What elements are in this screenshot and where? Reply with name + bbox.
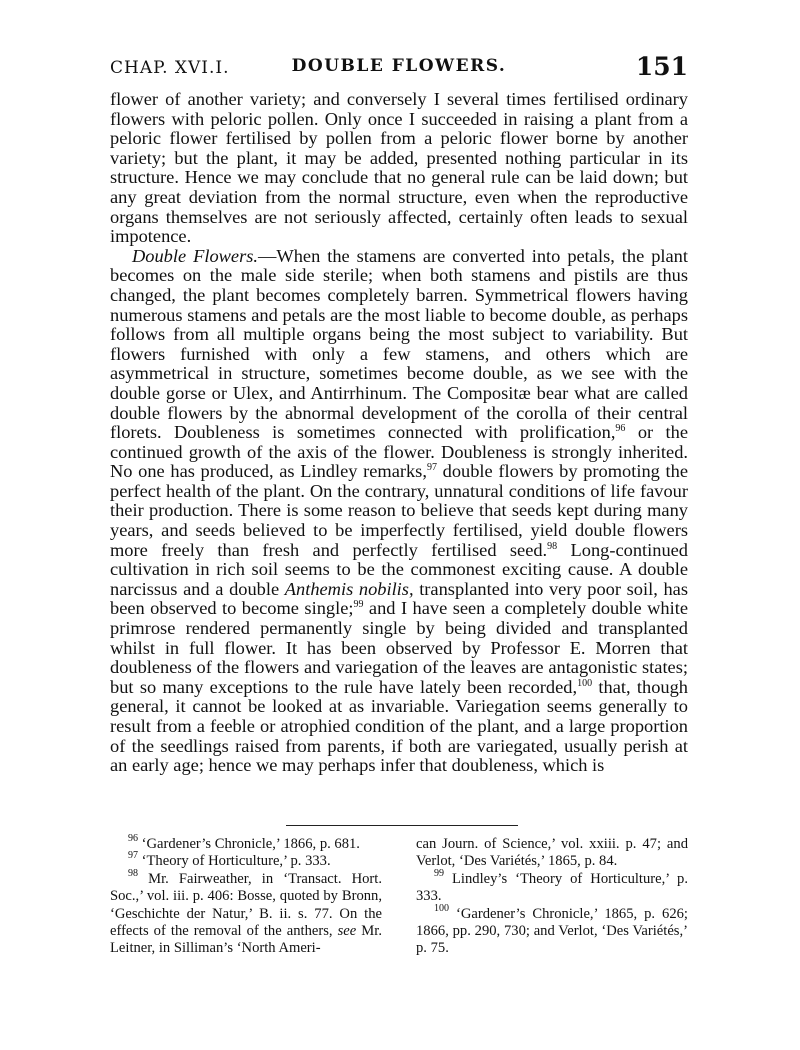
italic-taxon: Anthemis nobilis,: [284, 578, 414, 599]
paragraph-text: that, though general, it cannot be looked at as invariable. Variegation seems generally to result from a feeble or atrophied condition of the plant, and a large proportion of the seedlings raised from parents, if both are variegated, usually perish at an early age; hence we may perhaps infer that doubleness, which is: [110, 676, 688, 776]
footnote-number: 100: [434, 902, 449, 914]
body-text: [110, 90, 688, 776]
footnote-100: [416, 902, 688, 958]
paragraph-text: Long-continued cultivation in rich soil seems to be the commonest exciting cause. A double narcissus and a double: [110, 539, 688, 599]
footnote-number: 97: [128, 850, 138, 862]
footnote-98-continued: can Journ. of Science,’ vol. xxiii. p. 47; and Verlot, ‘Des Variétés,’ 1865, p. 84.: [416, 836, 688, 870]
footnote-italic: see: [337, 923, 357, 940]
footnote-divider: [286, 825, 518, 826]
footnote-number: 98: [128, 867, 138, 879]
footnote-ref-96: 96: [615, 423, 626, 435]
footnote-text: Mr. Leitner, in Silliman’s ‘North Ameri-: [110, 923, 382, 957]
page-header: [110, 52, 688, 86]
section-lead-double-flowers: Double Flowers.: [132, 245, 258, 266]
paragraph-continued: flower of another variety; and conversely I several times fertilised ordinary flowers with peloric pollen. Only once I succeeded in raising a plant from a peloric flower fertilised by pollen from a peloric flower borne by another variety; but the plant, it may be added, presented nothing particular in its structure. Hence we may conclude that no general rule can be laid down; but any great deviation from the normal structure, even when the reproductive organs themselves are not seriously affected, certainly often leads to sexual impotence.: [110, 89, 688, 247]
footnote-text: Lindley’s ‘Theory of Horticulture,’ p. 333.: [416, 870, 688, 905]
footnote-text: ‘Theory of Horticulture,’ p. 333.: [138, 853, 331, 870]
footnote-ref-99: 99: [353, 599, 364, 611]
page-number: 151: [635, 52, 688, 81]
footnote-ref-98: 98: [547, 540, 558, 552]
footnote-98: [110, 867, 382, 958]
chapter-label: CHAP. XVI.I.: [110, 58, 230, 78]
footnote-ref-97: 97: [426, 462, 437, 474]
paragraph-text: —When the stamens are converted into petals, the plant becomes on the male side sterile; when both stamens and pistils are thus changed, the plant becomes completely barren. Symmetrical flowers having numerous stamens and petals are the most liable to become double, as perhaps follows from all multiple organs being the most subject to variability. But flowers furnished with only a few stamens, and others which are asymmetrical in structure, sometimes become double, as we see with the double gorse or Ulex, and Antirrhinum. The Compositæ bear what are called double flowers by the abnormal development of the corolla of their central florets. Doubleness is sometimes connected with prolification,: [110, 245, 688, 443]
footnote-96: [110, 833, 382, 853]
footnote-column-right: [416, 836, 688, 958]
footnote-text: ‘Gardener’s Chronicle,’ 1865, p. 626; 1866, pp. 290, 730; and Verlot, ‘Des Variétés,’ p. 75.: [416, 905, 688, 957]
footnote-text: ‘Gardener’s Chronicle,’ 1866, p. 681.: [138, 836, 360, 852]
footnote-97: [110, 850, 382, 870]
footnote-99: [416, 867, 688, 906]
footnote-number: 96: [128, 833, 138, 844]
paragraph-text: and I have seen a completely double white primrose rendered permanently single by being divided and transplanted whilst in full flower. It has been observed by Professor E. Morren that doubleness of the flowers and variegation of the leaves are antagonistic states; but so many exceptions to the rule have lately been recorded,: [110, 598, 688, 697]
running-title: DOUBLE FLOWERS.: [291, 56, 507, 76]
footnote-number: 99: [434, 867, 444, 879]
paragraph-text: or the continued growth of the axis of the flower. Doubleness is strongly inherited. No one has produced, as Lindley remarks,: [110, 422, 688, 482]
paragraph-text: double flowers by promoting the perfect health of the plant. On the contrary, unnatural conditions of life favour their production. There is some reason to believe that seeds kept during many years, and seeds believed to be imperfectly fertilised, yield double flowers more freely than fresh and perfectly fertilised seed.: [110, 461, 688, 560]
paragraph-text: transplanted into very poor soil, has been observed to become single;: [110, 578, 688, 619]
footnote-text: Mr. Fairweather, in ‘Transact. Hort. Soc.,’ vol. iii. p. 406: Bosse, quoted by Bronn, ‘Geschichte der Natur,’ B. ii. s. 77. On the effects of the removal of the anthers,: [110, 870, 382, 940]
footnote-ref-100: 100: [577, 677, 593, 689]
paragraph-double-flowers: [110, 247, 688, 776]
footnote-column-left: [110, 833, 382, 958]
